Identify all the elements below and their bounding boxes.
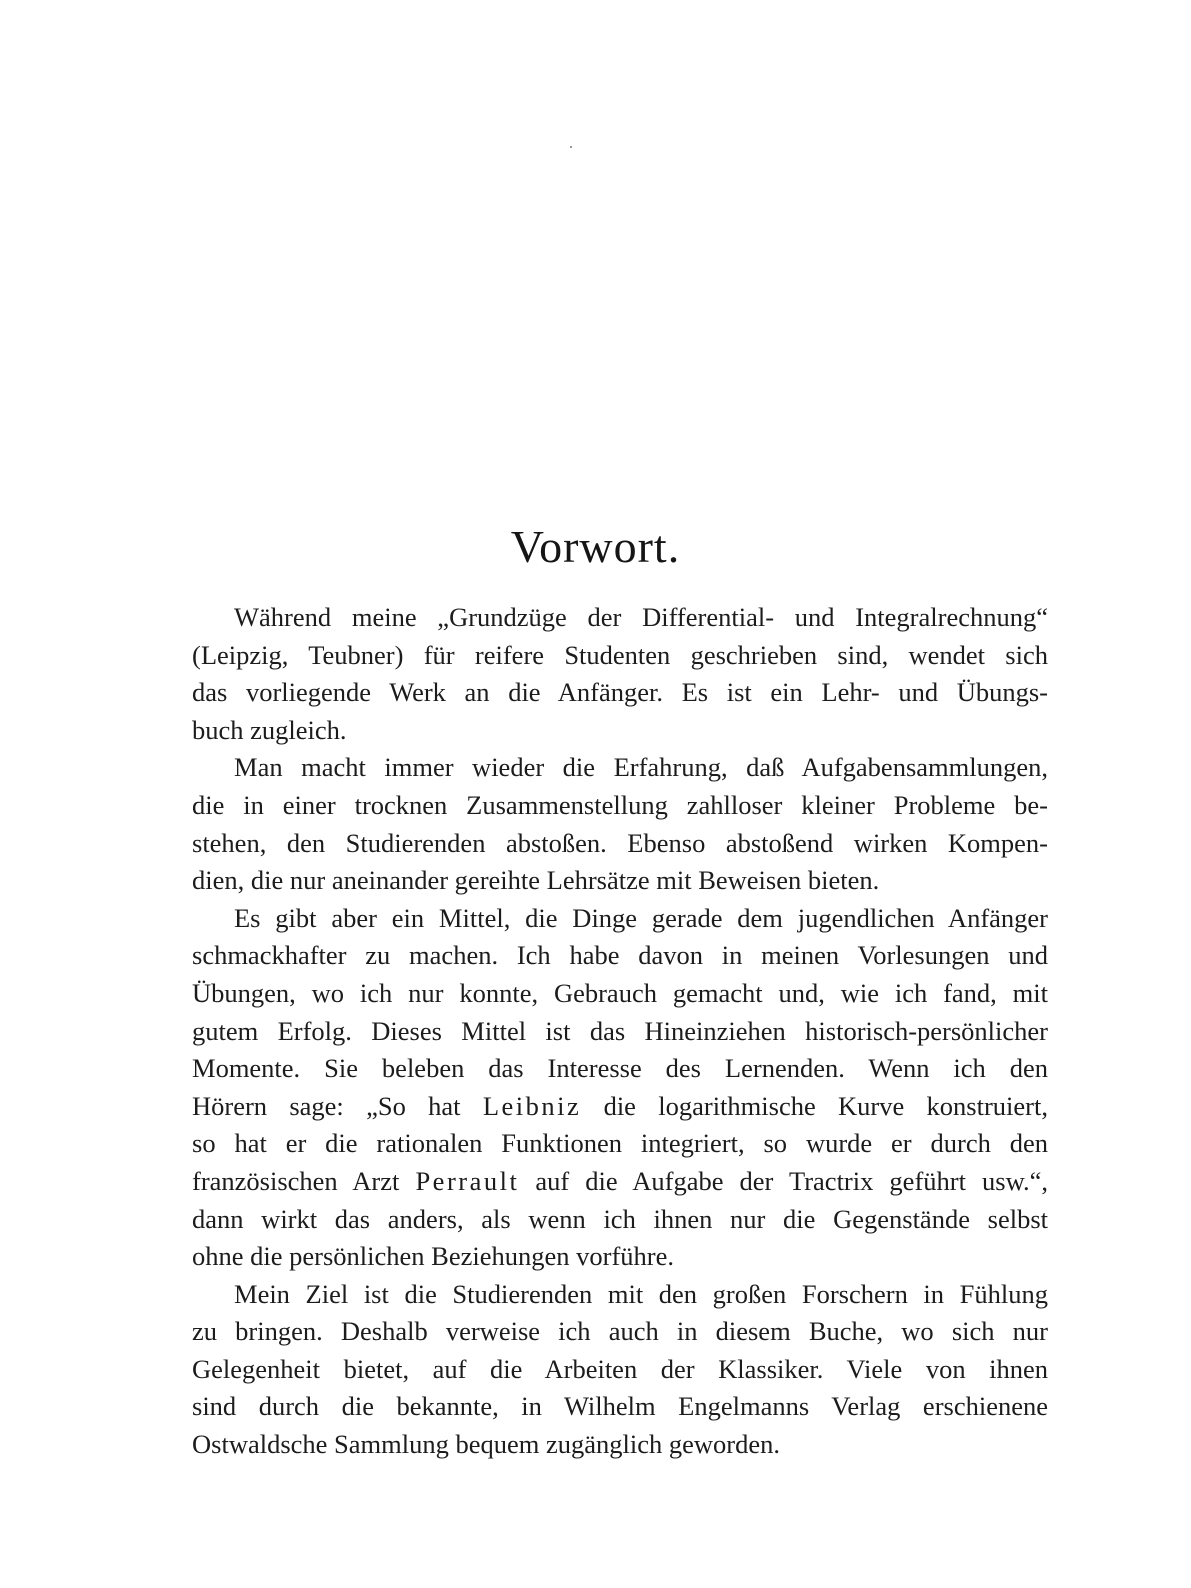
text-line-perrault	[192, 1163, 1048, 1201]
text-line: das vorliegende Werk an die Anfänger. Es ist ein Lehr- und Übungs-	[192, 677, 1048, 708]
text-line: so hat er die rationalen Funktionen integriert, so wurde er durch den	[192, 1128, 1048, 1159]
text-line-leibniz	[192, 1088, 1048, 1126]
text-line: Übungen, wo ich nur konnte, Gebrauch gemacht und, wie ich fand, mit	[192, 977, 1048, 1008]
text-line: Man macht immer wieder die Erfahrung, daß Aufgabensammlungen,	[234, 752, 1048, 783]
paragraph-1	[192, 599, 1048, 749]
print-speck	[570, 146, 572, 148]
person-name-leibniz: Leibniz	[482, 1090, 582, 1121]
page-title: Vorwort.	[510, 521, 681, 572]
text-run: Hörern sage: „So hat	[192, 1090, 483, 1121]
text-line: Momente. Sie beleben das Interesse des Lernenden. Wenn ich den	[192, 1053, 1048, 1084]
text-line: dann wirkt das anders, als wenn ich ihnen nur die Gegenstände selbst	[192, 1203, 1048, 1234]
text-line: schmackhafter zu machen. Ich habe davon in meinen Vorlesungen und	[192, 940, 1048, 971]
text-run: französischen Arzt	[192, 1165, 416, 1196]
text-line: Während meine „Grundzüge der Differential- und Integralrechnung“	[234, 602, 1048, 632]
text-line: die in einer trocknen Zusammenstellung zahlloser kleiner Probleme be-	[192, 789, 1048, 820]
text-line: gutem Erfolg. Dieses Mittel ist das Hineinziehen historisch-persönlicher	[192, 1015, 1048, 1046]
text-line: stehen, den Studierenden abstoßen. Ebenso abstoßend wirken Kompen-	[192, 827, 1048, 858]
text-line: Ostwaldsche Sammlung bequem zugänglich geworden.	[192, 1429, 781, 1460]
text-line: dien, die nur aneinander gereihte Lehrsätze mit Beweisen bieten.	[192, 865, 880, 896]
text-line: Es gibt aber ein Mittel, die Dinge gerade dem jugendlichen Anfänger	[234, 902, 1048, 933]
text-run: auf die Aufgabe der Tractrix geführt usw.“,	[519, 1165, 1049, 1196]
text-line: buch zugleich.	[192, 714, 347, 745]
text-line: Gelegenheit bietet, auf die Arbeiten der Klassiker. Viele von ihnen	[192, 1353, 1048, 1384]
preface-body	[192, 599, 1048, 1464]
paragraph-4	[192, 1276, 1048, 1464]
paragraph-2	[192, 749, 1048, 899]
paragraph-3	[192, 900, 1048, 1276]
text-run: die logarithmische Kurve konstruiert,	[581, 1090, 1048, 1121]
text-line: sind durch die bekannte, in Wilhelm Engelmanns Verlag erschienene	[192, 1391, 1048, 1422]
text-line: zu bringen. Deshalb verweise ich auch in diesem Buche, wo sich nur	[192, 1316, 1048, 1347]
text-line: ohne die persönlichen Beziehungen vorführe.	[192, 1241, 674, 1272]
text-line: (Leipzig, Teubner) für reifere Studenten geschrieben sind, wendet sich	[192, 639, 1048, 670]
text-line: Mein Ziel ist die Studierenden mit den großen Forschern in Fühlung	[234, 1278, 1048, 1309]
person-name-perrault: Perrault	[415, 1165, 520, 1196]
